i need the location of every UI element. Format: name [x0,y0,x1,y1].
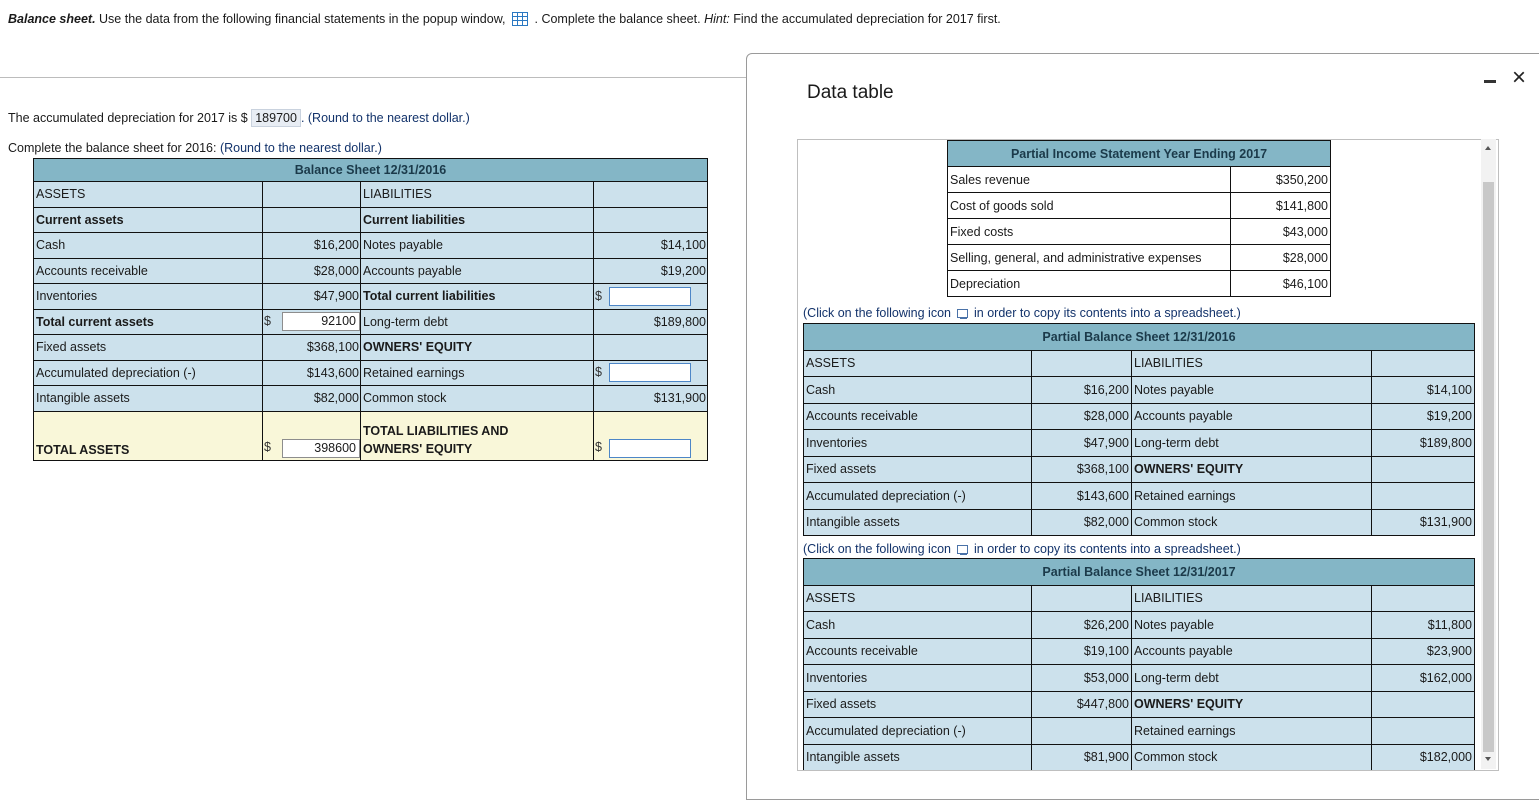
table-row [948,167,1331,193]
total-current-assets-input[interactable]: 92100 [282,312,360,331]
income-value: $46,100 [1231,271,1331,297]
liability-value: $131,900 [594,386,708,412]
scrollbar-thumb[interactable] [1483,182,1494,752]
assets-header: ASSETS [804,585,1032,612]
liabilities-header: LIABILITIES [361,182,594,208]
liabilities-value-header [594,182,708,208]
accumulated-depreciation-question [8,109,470,127]
dollar-sign: $ [595,440,602,455]
scroll-up-icon[interactable] [1485,146,1491,150]
liability-value: $19,200 [1372,403,1475,430]
asset-value: $81,900 [1032,744,1132,771]
asset-value: $143,600 [263,360,361,386]
partial-header-row [804,585,1475,612]
prompt-text-2: . Complete the balance sheet. [534,12,701,26]
liability-value: $131,900 [1372,509,1475,536]
assets-header: ASSETS [804,350,1032,377]
asset-value: $47,900 [1032,430,1132,457]
asset-label: Intangible assets [804,509,1032,536]
asset-label: Inventories [804,665,1032,692]
asset-value: $82,000 [263,386,361,412]
liability-label: Retained earnings [1132,483,1372,510]
hint-label: Hint: [704,12,730,26]
table-row [804,744,1475,771]
liability-value [1372,456,1475,483]
table-row [34,207,708,233]
asset-label: Intangible assets [34,386,263,412]
income-label: Fixed costs [948,219,1231,245]
copy-note-post: in order to copy its contents into a spreadsheet.) [974,306,1241,320]
asset-value: $82,000 [1032,509,1132,536]
liabilities-value-header [1372,585,1475,612]
table-row [34,258,708,284]
liability-label: Long-term debt [1132,665,1372,692]
table-row [804,638,1475,665]
total-assets-label: TOTAL ASSETS [34,411,263,460]
liability-value: $14,100 [1372,377,1475,404]
divider [0,77,747,78]
asset-label: Total current assets [34,309,263,335]
total-assets-input[interactable]: 398600 [282,439,360,458]
liability-label: Common stock [1132,744,1372,771]
liability-label: Retained earnings [1132,718,1372,745]
asset-value: $47,900 [263,284,361,310]
totals-row [34,411,708,438]
liability-value: $189,800 [594,309,708,335]
dollar-sign: $ [264,440,271,455]
liability-value: $189,800 [1372,430,1475,457]
table-row [804,403,1475,430]
accum-lead-text: The accumulated depreciation for 2017 is $ [8,111,248,125]
partial-header-row [804,350,1475,377]
income-label: Sales revenue [948,167,1231,193]
asset-label: Fixed assets [804,456,1032,483]
asset-label: Accounts receivable [804,403,1032,430]
table-row [34,360,708,386]
liability-label: Common stock [1132,509,1372,536]
total-liabilities-label-line1: TOTAL LIABILITIES AND [361,411,594,438]
asset-value: $368,100 [263,335,361,361]
liability-value [1372,483,1475,510]
asset-value: $16,200 [263,233,361,259]
liability-value [594,360,708,386]
asset-label: Inventories [804,430,1032,457]
asset-value: $447,800 [1032,691,1132,718]
table-row [804,430,1475,457]
asset-value: $53,000 [1032,665,1132,692]
dollar-sign: $ [595,365,602,380]
asset-label: Cash [804,377,1032,404]
asset-label: Accounts receivable [804,638,1032,665]
table-row [948,271,1331,297]
liability-answer-input[interactable] [609,363,691,382]
asset-label: Fixed assets [804,691,1032,718]
asset-value: $26,200 [1032,612,1132,639]
table-row [34,233,708,259]
liability-value: $23,900 [1372,638,1475,665]
liability-label: Long-term debt [361,309,594,335]
partial-balance-sheet-2016 [803,323,1475,536]
asset-value: $16,200 [1032,377,1132,404]
income-value: $141,800 [1231,193,1331,219]
asset-value [263,207,361,233]
close-icon[interactable]: × [1512,64,1527,91]
liability-label: OWNERS' EQUITY [1132,456,1372,483]
total-liabilities-value [594,411,708,460]
liability-value: $162,000 [1372,665,1475,692]
complete-lead-text: Complete the balance sheet for 2016: [8,141,217,155]
table-row [948,219,1331,245]
table-row [948,245,1331,271]
total-assets-value [263,411,361,460]
complete-note: (Round to the nearest dollar.) [219,141,382,155]
assets-header: ASSETS [34,182,263,208]
income-statement-table [947,140,1331,297]
liability-value: $19,200 [594,258,708,284]
table-row [804,483,1475,510]
asset-value: $143,600 [1032,483,1132,510]
asset-label: Inventories [34,284,263,310]
asset-label: Accumulated depreciation (-) [804,483,1032,510]
complete-instruction [8,141,382,155]
income-statement-title: Partial Income Statement Year Ending 2017 [948,141,1331,167]
liability-label: OWNERS' EQUITY [361,335,594,361]
copy-note-2017 [803,542,1241,556]
copy-spreadsheet-icon[interactable] [957,309,968,318]
table-row [34,335,708,361]
liability-value [594,284,708,310]
copy-spreadsheet-icon[interactable] [957,545,968,554]
asset-label: Accounts receivable [34,258,263,284]
liability-label: Accounts payable [1132,638,1372,665]
liability-value [1372,691,1475,718]
hint-text: Find the accumulated depreciation for 2017 first. [733,12,1001,26]
income-label: Depreciation [948,271,1231,297]
assets-value-header [1032,585,1132,612]
popup-scroll-area[interactable] [797,139,1499,771]
balance-sheet-title: Balance Sheet 12/31/2016 [34,159,708,182]
liability-label: Long-term debt [1132,430,1372,457]
partial-balance-sheet-2017 [803,558,1475,771]
assets-value-header [1032,350,1132,377]
asset-label: Current assets [34,207,263,233]
liability-value [1372,718,1475,745]
bs-header-row [34,182,708,208]
asset-label: Accumulated depreciation (-) [804,718,1032,745]
liability-label: Accounts payable [361,258,594,284]
asset-value [1032,718,1132,745]
table-grid-icon[interactable] [512,12,528,26]
asset-value [263,309,361,335]
dollar-sign: $ [264,314,271,329]
liability-label: Notes payable [1132,612,1372,639]
accum-note: . (Round to the nearest dollar.) [300,111,470,125]
liabilities-value-header [1372,350,1475,377]
table-row [804,612,1475,639]
asset-value: $28,000 [263,258,361,284]
income-value: $43,000 [1231,219,1331,245]
copy-note-post: in order to copy its contents into a spreadsheet.) [974,542,1241,556]
table-row [804,665,1475,692]
asset-value: $19,100 [1032,638,1132,665]
asset-value: $368,100 [1032,456,1132,483]
liability-value: $182,000 [1372,744,1475,771]
table-row [34,284,708,310]
liability-label: Notes payable [1132,377,1372,404]
accumulated-depreciation-answer[interactable]: 189700 [251,109,301,127]
liability-value [594,207,708,233]
liability-value: $14,100 [594,233,708,259]
income-value: $28,000 [1231,245,1331,271]
asset-label: Cash [804,612,1032,639]
liability-label: Common stock [361,386,594,412]
income-label: Selling, general, and administrative expenses [948,245,1231,271]
table-row [804,377,1475,404]
partial-balance-sheet-2017-title: Partial Balance Sheet 12/31/2017 [804,559,1475,586]
scroll-down-icon[interactable] [1485,757,1491,761]
balance-sheet-2016 [33,158,708,461]
asset-label: Fixed assets [34,335,263,361]
asset-value: $28,000 [1032,403,1132,430]
liability-value: $11,800 [1372,612,1475,639]
asset-label: Intangible assets [804,744,1032,771]
table-row [804,509,1475,536]
liability-label: Total current liabilities [361,284,594,310]
copy-note-2016 [803,306,1241,320]
assets-value-header [263,182,361,208]
table-row [34,386,708,412]
asset-label: Cash [34,233,263,259]
prompt-bold-label: Balance sheet. [8,12,96,26]
table-row [948,193,1331,219]
liability-label: OWNERS' EQUITY [1132,691,1372,718]
table-row [804,691,1475,718]
copy-note-pre: (Click on the following icon [803,306,951,320]
copy-note-pre: (Click on the following icon [803,542,951,556]
liability-label: Notes payable [361,233,594,259]
liability-label: Retained earnings [361,360,594,386]
liability-label: Current liabilities [361,207,594,233]
income-value: $350,200 [1231,167,1331,193]
total-liabilities-equity-input[interactable] [609,439,691,458]
partial-balance-sheet-2016-title: Partial Balance Sheet 12/31/2016 [804,324,1475,351]
table-row [804,718,1475,745]
table-row [34,309,708,335]
dollar-sign: $ [595,288,602,303]
table-row [804,456,1475,483]
liability-label: Accounts payable [1132,403,1372,430]
total-liabilities-label-line2: OWNERS' EQUITY [361,438,594,461]
prompt-text: Use the data from the following financial statements in the popup window, [99,12,506,26]
question-prompt [8,12,1001,26]
minimize-icon[interactable] [1484,80,1496,83]
income-label: Cost of goods sold [948,193,1231,219]
liability-answer-input[interactable] [609,287,691,306]
liabilities-header: LIABILITIES [1132,585,1372,612]
popup-title: Data table [807,82,894,103]
liability-value [594,335,708,361]
asset-label: Accumulated depreciation (-) [34,360,263,386]
liabilities-header: LIABILITIES [1132,350,1372,377]
